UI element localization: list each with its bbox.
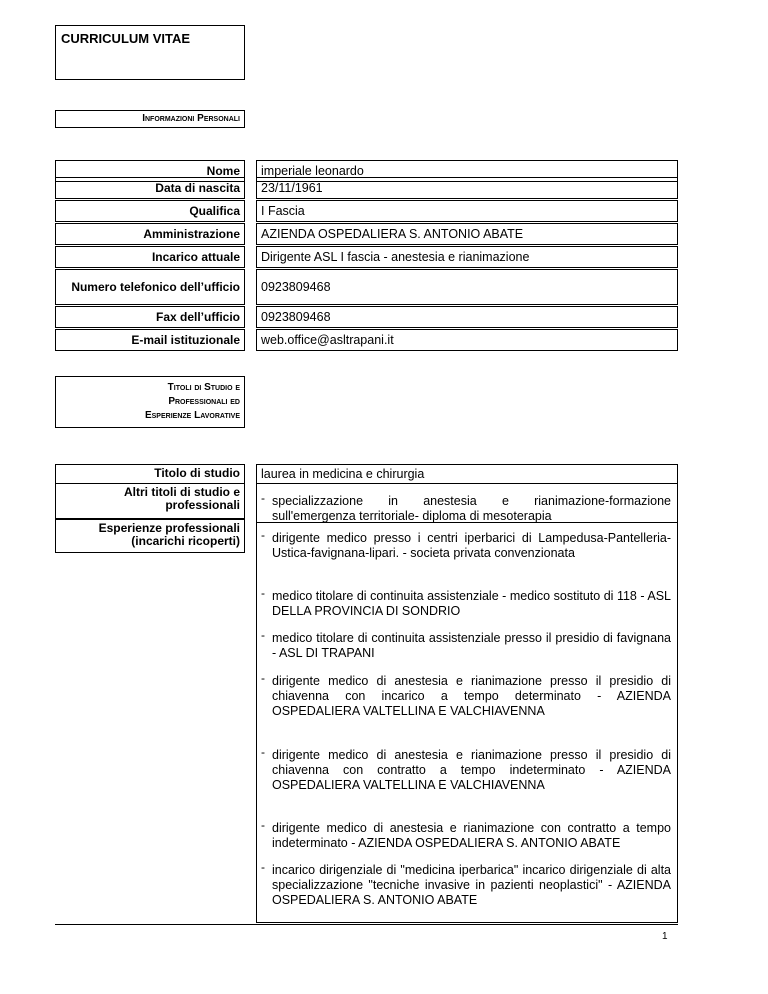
value-data-nascita: 23/11/1961 bbox=[256, 177, 678, 199]
esperienza-item: medico titolare di continuita assistenziale - medico sostituto di 118 - ASL DELLA PROVINCIA DI SONDRIO bbox=[272, 589, 671, 618]
value-titolo-studio: laurea in medicina e chirurgia bbox=[256, 464, 678, 484]
bullet-dash: - bbox=[261, 860, 265, 874]
row-email bbox=[55, 329, 678, 351]
esperienza-item: dirigente medico di anestesia e rianimazione presso il presidio di chiavenna con incarico a tempo determinato - AZIENDA OSPEDALIERA VALTELLINA E VALCHIAVENNA bbox=[272, 674, 671, 718]
bullet-dash: - bbox=[261, 586, 265, 600]
esperienza-item: medico titolare di continuita assistenziale presso il presidio di favignana - ASL DI TRAPANI bbox=[272, 631, 671, 660]
bullet-dash: - bbox=[261, 818, 265, 832]
list-item bbox=[261, 745, 671, 793]
cv-title: CURRICULUM VITAE bbox=[61, 31, 191, 46]
row-amministrazione bbox=[55, 223, 678, 245]
footer-divider bbox=[55, 924, 678, 925]
row-data-nascita bbox=[55, 177, 678, 199]
label-email: E-mail istituzionale bbox=[55, 329, 245, 351]
value-telefono: 0923809468 bbox=[256, 269, 678, 305]
section-titles-line3: Esperienze Lavorative bbox=[144, 410, 240, 421]
label-telefono: Numero telefonico dell’ufficio bbox=[55, 269, 245, 305]
esperienza-item: incarico dirigenziale di "medicina iperbarica" incarico dirigenziale di alta specializzazione "tecniche invasive in pazienti neoplastici" - AZIENDA OSPEDALIERA S. ANTONIO ABATE bbox=[272, 863, 671, 907]
section-titles-line1: Titoli di Studio e bbox=[167, 382, 240, 393]
list-item bbox=[261, 818, 671, 851]
value-amministrazione: AZIENDA OSPEDALIERA S. ANTONIO ABATE bbox=[256, 223, 678, 245]
label-fax: Fax dell’ufficio bbox=[55, 306, 245, 328]
label-titolo-studio: Titolo di studio bbox=[55, 464, 245, 484]
list-item bbox=[261, 671, 671, 719]
value-fax: 0923809468 bbox=[256, 306, 678, 328]
page-number: 1 bbox=[662, 931, 668, 942]
value-esperienze bbox=[256, 522, 678, 923]
list-item bbox=[261, 628, 671, 661]
label-amministrazione: Amministrazione bbox=[55, 223, 245, 245]
row-telefono bbox=[55, 269, 678, 305]
label-data-nascita: Data di nascita bbox=[55, 177, 245, 199]
bullet-dash: - bbox=[261, 671, 265, 685]
bullet-dash: - bbox=[261, 628, 265, 642]
list-item bbox=[261, 586, 671, 619]
list-item bbox=[261, 528, 671, 561]
row-incarico-attuale bbox=[55, 246, 678, 268]
label-qualifica: Qualifica bbox=[55, 200, 245, 222]
section-titles-line2: Professionali ed bbox=[168, 396, 240, 407]
label-altri-titoli: Altri titoli di studio e professionali bbox=[55, 483, 245, 519]
esperienza-item: dirigente medico presso i centri iperbarici di Lampedusa-Pantelleria-Ustica-favignana-lipari. - societa privata convenzionata bbox=[272, 531, 671, 560]
row-fax bbox=[55, 306, 678, 328]
list-item bbox=[261, 491, 671, 524]
label-nome: Nome bbox=[55, 160, 245, 182]
value-altri-titoli bbox=[256, 483, 678, 523]
bullet-dash: - bbox=[261, 745, 265, 759]
section-titles-experience bbox=[55, 376, 245, 428]
bullet-dash: - bbox=[261, 528, 265, 542]
list-item bbox=[261, 860, 671, 908]
label-esperienze: Esperienze professionali (incarichi ricoperti) bbox=[55, 519, 245, 553]
bullet-dash: - bbox=[261, 491, 265, 505]
label-incarico-attuale: Incarico attuale bbox=[55, 246, 245, 268]
esperienza-item: dirigente medico di anestesia e rianimazione con contratto a tempo indeterminato - AZIENDA OSPEDALIERA S. ANTONIO ABATE bbox=[272, 821, 671, 850]
cv-title-box bbox=[55, 25, 245, 80]
value-nome: imperiale leonardo bbox=[256, 160, 678, 182]
esperienza-item: dirigente medico di anestesia e rianimazione presso il presidio di chiavenna con contratto a tempo indeterminato - AZIENDA OSPEDALIERA VALTELLINA E VALCHIAVENNA bbox=[272, 748, 671, 792]
altri-titoli-item: specializzazione in anestesia e rianimazione-formazione sull'emergenza territoriale- diploma di mesoterapia bbox=[272, 494, 671, 523]
value-incarico-attuale: Dirigente ASL I fascia - anestesia e rianimazione bbox=[256, 246, 678, 268]
section-personal-info: Informazioni Personali bbox=[55, 110, 245, 128]
value-email: web.office@asltrapani.it bbox=[256, 329, 678, 351]
value-qualifica: I Fascia bbox=[256, 200, 678, 222]
row-qualifica bbox=[55, 200, 678, 222]
